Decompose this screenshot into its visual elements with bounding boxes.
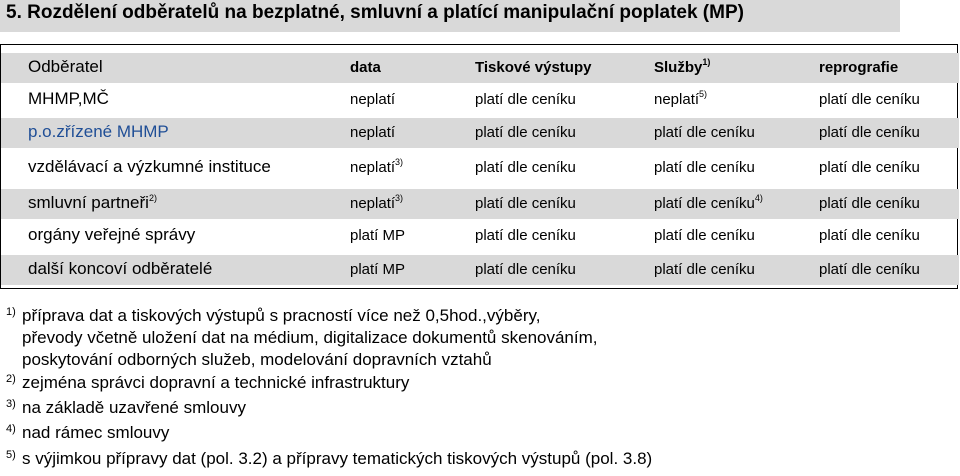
row-repro: platí dle ceníku	[819, 91, 920, 108]
row-name: vzdělávací a výzkumné instituce	[28, 157, 271, 176]
row-name	[28, 193, 157, 213]
row-sluzby	[654, 91, 707, 108]
row-sluzby-value: neplatí	[654, 91, 700, 108]
row-repro: platí dle ceníku	[819, 195, 920, 212]
row-tisk: platí dle ceníku	[475, 159, 576, 176]
row-data: neplatí	[350, 124, 396, 141]
row-data: platí MP	[350, 227, 406, 244]
table-row	[1, 189, 959, 219]
header-sluzby-label: Služby	[654, 59, 703, 76]
row-tisk: platí dle ceníku	[475, 195, 576, 212]
row-data	[350, 159, 403, 176]
footnote: $^{5)}$ s výjimkou přípravy dat (pol. 3.2) a přípravy tematických tiskových výstupů (pol. 3.8)	[6, 449, 653, 468]
row-data: platí MP	[350, 261, 406, 278]
footnote-continuation	[6, 350, 492, 370]
table-row	[1, 118, 959, 148]
row-sluzby: platí dle ceníku	[654, 261, 755, 278]
row-data: neplatí	[350, 91, 396, 108]
footnote: $^{1)}$ příprava dat a tiskových výstupů s pracností více než 0,5hod.,výběry,	[6, 306, 541, 325]
row-tisk: platí dle ceníku	[475, 261, 576, 278]
row-sluzby-value: platí dle ceníku	[654, 195, 755, 212]
table-row	[1, 255, 959, 285]
row-name: MHMP,MČ	[28, 89, 109, 108]
page-title: 5. Rozdělení odběratelů na bezplatné, smluvní a platící manipulační poplatek (MP)	[6, 2, 744, 23]
footnote: $^{3)}$ na základě uzavřené smlouvy	[6, 398, 246, 417]
header-sluzby	[654, 59, 710, 76]
row-data-note: 3)	[395, 157, 404, 167]
header-odberatel: Odběratel	[28, 57, 103, 76]
footnote-text: poskytování odborných služeb, modelování dopravních vztahů	[22, 350, 492, 369]
footnote: $^{4)}$ nad rámec smlouvy	[6, 423, 170, 442]
row-tisk: platí dle ceníku	[475, 124, 576, 141]
row-data-value: neplatí	[350, 159, 396, 176]
header-data: data	[350, 59, 381, 76]
table-row	[1, 153, 959, 183]
row-sluzby	[654, 195, 763, 212]
row-name: další koncoví odběratelé	[28, 259, 213, 278]
row-tisk: platí dle ceníku	[475, 227, 576, 244]
row-sluzby-note: 5)	[699, 89, 708, 99]
row-data	[350, 195, 403, 212]
row-name: p.o.zřízené MHMP	[28, 122, 169, 141]
row-data-value: neplatí	[350, 195, 396, 212]
consumer-table	[0, 44, 958, 289]
row-data-note: 3)	[395, 193, 404, 203]
footnote-text: příprava dat a tiskových výstupů s pracností více než 0,5hod.,výběry,	[22, 306, 541, 325]
table-header-row	[1, 53, 959, 83]
footnote-text: s výjimkou přípravy dat (pol. 3.2) a přípravy tematických tiskových výstupů (pol. 3.8)	[22, 449, 653, 468]
footnote: $^{2)}$ zejména správci dopravní a technické infrastruktury	[6, 373, 410, 392]
row-name-value: smluvní partneři	[28, 193, 149, 212]
row-name: orgány veřejné správy	[28, 225, 196, 244]
footnote-text: zejména správci dopravní a technické infrastruktury	[22, 373, 410, 392]
row-repro: platí dle ceníku	[819, 124, 920, 141]
footnote-text: na základě uzavřené smlouvy	[22, 398, 246, 417]
row-sluzby: platí dle ceníku	[654, 124, 755, 141]
table-row	[1, 221, 959, 251]
row-tisk: platí dle ceníku	[475, 91, 576, 108]
row-sluzby: platí dle ceníku	[654, 227, 755, 244]
row-repro: platí dle ceníku	[819, 261, 920, 278]
header-reprografie: reprografie	[819, 59, 899, 76]
footnote-text: převody včetně uložení dat na médium, digitalizace dokumentů skenováním,	[22, 328, 598, 347]
row-repro: platí dle ceníku	[819, 227, 920, 244]
table-row	[1, 85, 959, 115]
header-sluzby-note: 1)	[702, 57, 711, 67]
row-name-note: 2)	[148, 193, 157, 203]
footnote-text: nad rámec smlouvy	[22, 423, 170, 442]
footnote-continuation	[6, 328, 598, 348]
row-repro: platí dle ceníku	[819, 159, 920, 176]
header-tiskove-vystupy: Tiskové výstupy	[475, 59, 592, 76]
row-sluzby: platí dle ceníku	[654, 159, 755, 176]
row-sluzby-note: 4)	[754, 193, 763, 203]
title-bar	[0, 0, 900, 32]
